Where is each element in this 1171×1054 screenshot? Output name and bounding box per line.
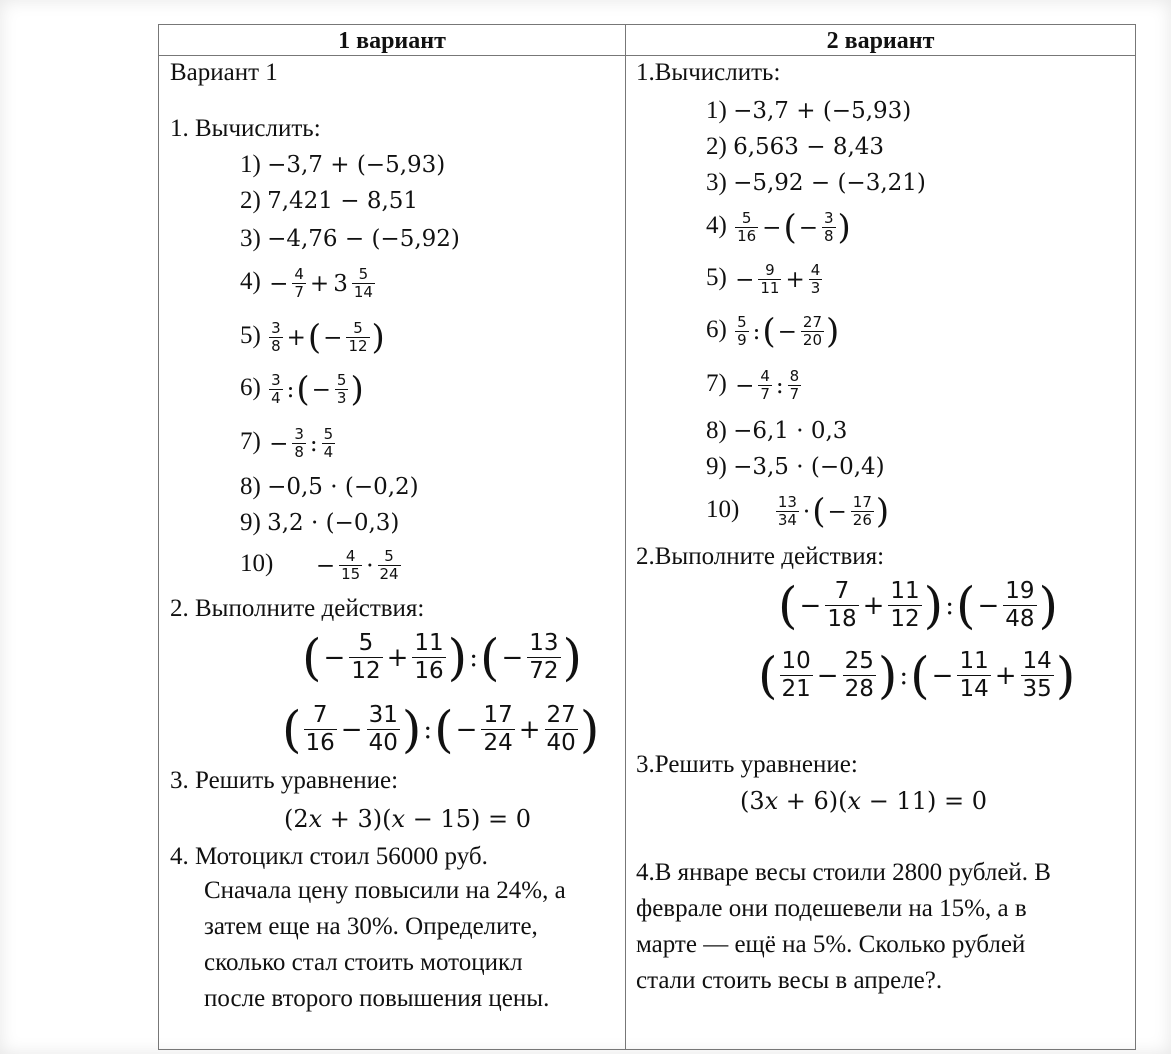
v1-item-8: 8) −0,5 · (−0,2) — [240, 473, 419, 500]
v2-task3-heading: 3.Решить уравнение: — [636, 751, 858, 778]
v2-item-3: 3) −5,92 − (−3,21) — [706, 169, 926, 196]
v2-task4-line3: марте — ещё на 5%. Сколько рублей — [636, 931, 1026, 958]
v2-item-1: 1) −3,7 + (−5,93) — [706, 97, 912, 124]
v1-task4-line3: затем еще на 30%. Определите, — [204, 913, 538, 940]
v2-item-7: 7) − $\frac{4}{7}$ : $\frac{8}{7}$ — [706, 367, 800, 403]
header-variant-2: 2 вариант — [826, 28, 935, 54]
v1-item-1: 1) −3,7 + (−5,93) — [240, 151, 446, 178]
v2-task4-line2: феврале они подешевели на 15%, а в — [636, 895, 1027, 922]
v1-task4-line1: 4. Мотоцикл стоил 56000 руб. — [170, 843, 488, 870]
v2-task4-line1: 4.В январе весы стоили 2800 рублей. В — [636, 859, 1051, 886]
v1-item-9: 9) 3,2 · (−0,3) — [240, 509, 400, 536]
v1-task1-heading: 1. Вычислить: — [170, 115, 321, 142]
v1-task2-heading: 2. Выполните действия: — [170, 595, 425, 622]
v1-equation: (2𝑥 + 3)(𝑥 − 15) = 0 — [284, 805, 531, 833]
v1-task4-line4: сколько стал стоить мотоцикл — [204, 949, 523, 976]
v1-item-4: 4) − $\frac{4}{7}$ + 3 $\frac{5}{14}$ — [240, 265, 373, 301]
v2-item-2: 2) 6,563 − 8,43 — [706, 133, 885, 160]
v1-item-3: 3) −4,76 − (−5,92) — [240, 225, 460, 252]
v1-expression-b: ( $\frac{7}{16}$ − $\frac{31}{40}$ ):(− $\frac{17}{24}$ + $\frac{27}{40}$ ) — [282, 700, 600, 759]
v2-task1-heading: 1.Вычислить: — [636, 59, 781, 86]
v1-item-2: 2) 7,421 − 8,51 — [240, 187, 419, 214]
v2-item-10: 10) $\frac{13}{34}$ ·(− $\frac{17}{26}$ ) — [706, 491, 890, 532]
v2-item-4: 4) $\frac{5}{16}$ −(− $\frac{3}{8}$ ) — [706, 207, 851, 248]
v2-equation: (3𝑥 + 6)(𝑥 − 11) = 0 — [740, 787, 987, 815]
v1-item-7: 7) − $\frac{3}{8}$ : $\frac{5}{4}$ — [240, 425, 334, 461]
v1-item-10: 10) − $\frac{4}{15}$ · $\frac{5}{24}$ — [240, 547, 399, 583]
v1-title: Вариант 1 — [170, 59, 278, 86]
v2-item-6: 6) $\frac{5}{9}$ :(− $\frac{27}{20}$ ) — [706, 311, 840, 352]
v1-task4-line2: Сначала цену повысили на 24%, а — [204, 877, 566, 904]
v2-item-5: 5) − $\frac{9}{11}$ + $\frac{4}{3}$ — [706, 261, 821, 297]
header-variant-1: 1 вариант — [338, 28, 446, 54]
v2-expression-a: (− $\frac{7}{18}$ + $\frac{11}{12}$ ):(− $\frac{19}{48}$ ) — [778, 576, 1059, 635]
v1-item-6: 6) $\frac{3}{4}$ :(− $\frac{5}{3}$ ) — [240, 369, 364, 410]
v2-item-9: 9) −3,5 · (−0,4) — [706, 453, 885, 480]
v1-item-5: 5) $\frac{3}{8}$ +(− $\frac{5}{12}$ ) — [240, 317, 385, 358]
v2-expression-b: ( $\frac{10}{21}$ − $\frac{25}{28}$ ):(− $\frac{11}{14}$ + $\frac{14}{35}$ ) — [758, 646, 1076, 705]
v2-item-8: 8) −6,1 · 0,3 — [706, 417, 848, 444]
v2-task4-line4: стали стоить весы в апреле?. — [636, 967, 943, 994]
v2-task2-heading: 2.Выполните действия: — [636, 543, 885, 570]
v1-expression-a: (− $\frac{5}{12}$ + $\frac{11}{16}$ ):(− $\frac{13}{72}$ ) — [302, 628, 583, 687]
v1-task3-heading: 3. Решить уравнение: — [170, 767, 399, 794]
column-divider — [625, 25, 626, 1049]
v1-task4-line5: после второго повышения цены. — [204, 985, 550, 1012]
